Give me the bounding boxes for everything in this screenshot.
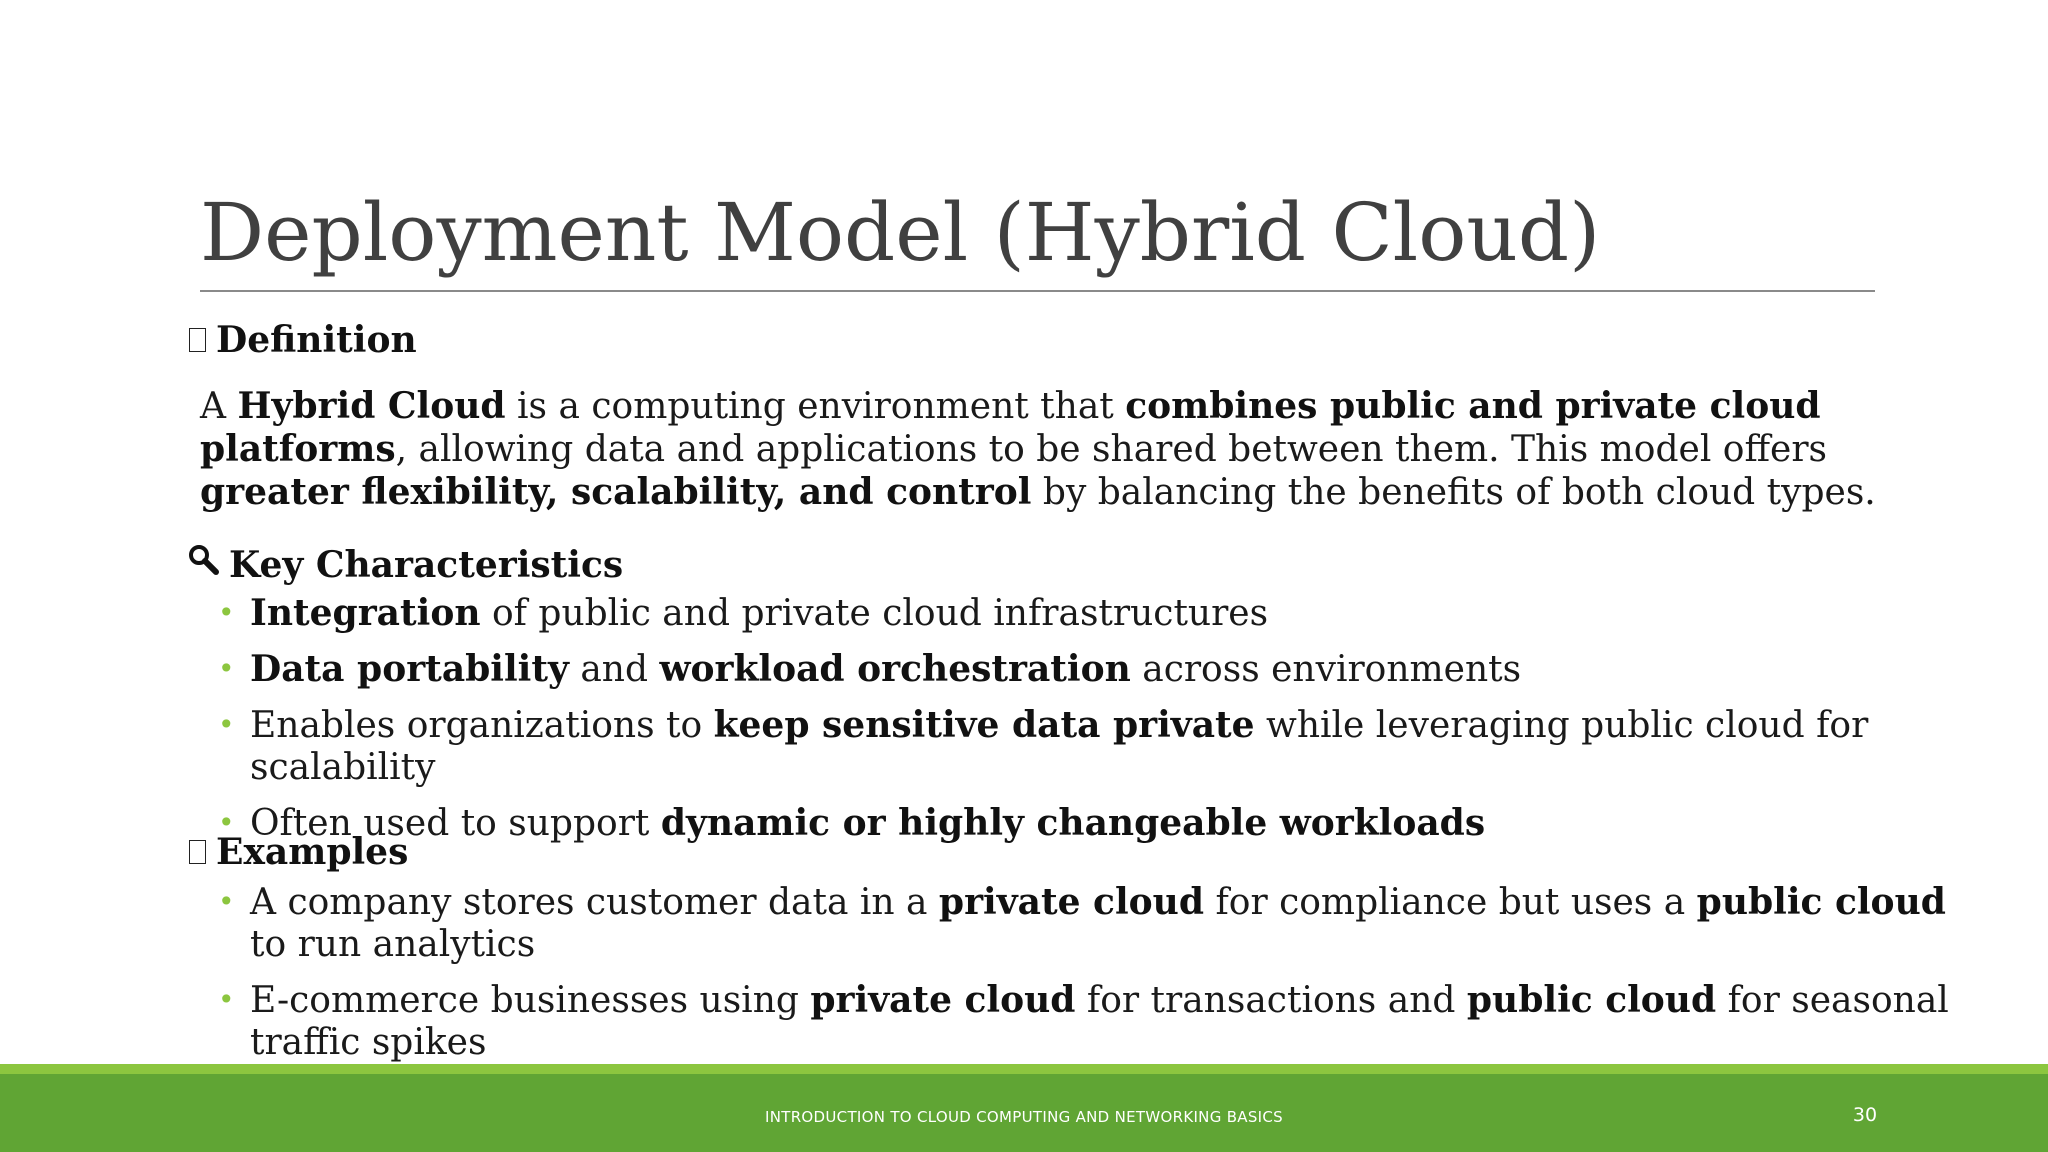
characteristics-list <box>0 592 1980 845</box>
definition-heading <box>187 318 417 362</box>
bold-text: keep sensitive data private <box>713 704 1255 746</box>
bold-text: private cloud <box>938 881 1204 923</box>
text-run: for compliance but uses a <box>1204 882 1697 923</box>
bold-text: private cloud <box>810 979 1076 1021</box>
bullet-dot-icon: • <box>218 806 235 839</box>
list-item <box>0 704 1980 789</box>
examples-heading-label: Examples <box>216 831 409 873</box>
bold-text: combines public and private cloud platforms <box>200 385 1821 470</box>
text-run: E-commerce businesses using <box>250 980 811 1021</box>
text-run: , allowing data and applications to be shared between them. This model offers <box>395 429 1828 470</box>
bullet-dot-icon: • <box>218 652 235 685</box>
text-run: and <box>568 649 660 690</box>
text-run: while leveraging public cloud for scalability <box>250 705 1869 788</box>
definition-paragraph <box>200 385 1900 514</box>
page-number: 30 <box>1852 1104 1878 1126</box>
text-run: is a computing environment that <box>505 386 1126 427</box>
slide-title: Deployment Model (Hybrid Cloud) <box>200 186 1601 279</box>
examples-heading <box>187 830 408 874</box>
title-underline <box>200 290 1875 292</box>
magnifying-glass-icon <box>187 543 221 587</box>
missing-glyph-box-icon <box>189 328 206 352</box>
footer-stripe <box>0 1064 2048 1074</box>
missing-glyph-box-icon <box>189 840 206 864</box>
list-item <box>0 881 1980 966</box>
text-run: Enables organizations to <box>250 705 714 746</box>
characteristics-heading-label: Key Characteristics <box>229 544 624 586</box>
text-run: of public and private cloud infrastructures <box>480 593 1269 634</box>
footer-text: INTRODUCTION TO CLOUD COMPUTING AND NETWORKING BASICS <box>765 1108 1283 1126</box>
bold-text: public cloud <box>1466 979 1717 1021</box>
list-item <box>0 648 1980 691</box>
examples-list <box>0 881 1980 1064</box>
bullet-dot-icon: • <box>218 596 235 629</box>
text-run: across environments <box>1130 649 1522 690</box>
text-run: Often used to support <box>250 803 661 844</box>
bold-text: greater flexibility, scalability, and control <box>200 471 1032 513</box>
definition-heading-label: Definition <box>216 319 417 361</box>
text-run: for seasonal traffic spikes <box>250 980 1949 1063</box>
bold-text: dynamic or highly changeable workloads <box>660 802 1486 844</box>
list-item <box>0 979 1980 1064</box>
bold-text: Data portability <box>250 648 569 690</box>
text-run: by balancing the benefits of both cloud types. <box>1031 472 1876 513</box>
bullet-dot-icon: • <box>218 708 235 741</box>
bold-text: Integration <box>250 592 481 634</box>
text-run: to run analytics <box>250 924 536 965</box>
bullet-dot-icon: • <box>218 885 235 918</box>
list-item <box>0 592 1980 635</box>
bold-text: Hybrid Cloud <box>237 385 506 427</box>
text-run: for transactions and <box>1075 980 1467 1021</box>
text-run: A <box>200 386 238 427</box>
characteristics-heading <box>187 543 623 587</box>
bold-text: public cloud <box>1696 881 1946 923</box>
bold-text: workload orchestration <box>659 648 1131 690</box>
text-run: A company stores customer data in a <box>250 882 939 923</box>
bullet-dot-icon: • <box>218 983 235 1016</box>
